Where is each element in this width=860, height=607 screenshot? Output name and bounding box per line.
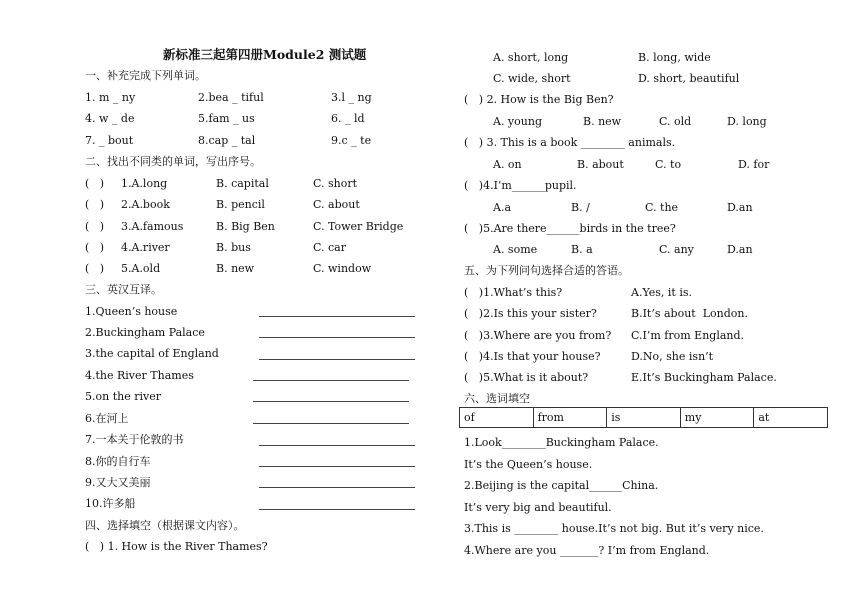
option-a: 5.A.old xyxy=(121,262,161,275)
answer-line[interactable] xyxy=(259,359,415,360)
translate-item: 7.一本关于伦敦的书 xyxy=(85,433,184,446)
section-heading: 五、为下列问句选择合适的答语。 xyxy=(464,264,629,277)
option-d: D. long xyxy=(727,115,767,128)
translate-item: 2.Buckingham Palace xyxy=(85,326,205,339)
fill-sentence: 3.This is ________ house.It’s not big. But it’s very nice. xyxy=(464,522,764,535)
option-c: C. about xyxy=(313,198,360,211)
word-item: 4. w _ de xyxy=(85,112,135,125)
answer-line[interactable] xyxy=(259,466,415,467)
question: ( )5.Are there______birds in the tree? xyxy=(464,222,676,235)
fill-sentence: It’s very big and beautiful. xyxy=(464,501,612,514)
option-b: B. pencil xyxy=(216,198,265,211)
option-c: C. to xyxy=(655,158,682,171)
section-heading: 三、英汉互译。 xyxy=(85,283,162,296)
question: ( )4.I’m______pupil. xyxy=(464,179,577,192)
answer-option: C.I’m from England. xyxy=(631,329,745,342)
answer-line[interactable] xyxy=(253,401,409,402)
word-item: 7. _ bout xyxy=(85,134,134,147)
translate-item: 8.你的自行车 xyxy=(85,455,151,468)
answer-line[interactable] xyxy=(259,509,415,510)
word-bank-cell: of xyxy=(460,408,534,428)
option-a: A. some xyxy=(493,243,538,256)
option-c: C. any xyxy=(659,243,694,256)
option-b: B. new xyxy=(583,115,622,128)
option-b: B. about xyxy=(577,158,624,171)
answer-option: B.It’s about London. xyxy=(631,307,748,320)
translate-item: 3.the capital of England xyxy=(85,347,219,360)
answer-line[interactable] xyxy=(259,337,415,338)
option-b: B. a xyxy=(571,243,593,256)
word-bank-cell: at xyxy=(754,408,828,428)
option-b: B. long, wide xyxy=(638,51,711,64)
answer-option: A.Yes, it is. xyxy=(631,286,692,299)
option-c: C. Tower Bridge xyxy=(313,220,404,233)
section-heading: 六、选词填空 xyxy=(464,392,530,405)
answer-bracket: ( ) xyxy=(85,220,105,233)
section-heading: 四、选择填空（根据课文内容）。 xyxy=(85,519,245,532)
option-c: C. window xyxy=(313,262,372,275)
translate-item: 5.on the river xyxy=(85,390,161,403)
option-d: D.an xyxy=(727,243,753,256)
option-d: D. for xyxy=(738,158,770,171)
option-c: C. short xyxy=(313,177,358,190)
answer-line[interactable] xyxy=(253,380,409,381)
answer-bracket: ( ) xyxy=(85,198,105,211)
word-item: 6. _ ld xyxy=(331,112,365,125)
question: ( )2.Is this your sister? xyxy=(464,307,597,320)
page-title: 新标准三起第四册Module2 测试题 xyxy=(163,47,367,62)
question: ( ) 2. How is the Big Ben? xyxy=(464,93,614,106)
answer-option: E.It’s Buckingham Palace. xyxy=(631,371,777,384)
option-a: A. short, long xyxy=(493,51,569,64)
answer-line[interactable] xyxy=(259,487,415,488)
option-a: 2.A.book xyxy=(121,198,170,211)
answer-line[interactable] xyxy=(259,316,415,317)
option-a: 4.A.river xyxy=(121,241,170,254)
option-c: C. wide, short xyxy=(493,72,571,85)
question: ( )1.What’s this? xyxy=(464,286,563,299)
option-a: 1.A.long xyxy=(121,177,168,190)
word-item: 3.l _ ng xyxy=(331,91,372,104)
option-b: B. bus xyxy=(216,241,251,254)
option-c: C. the xyxy=(645,201,679,214)
word-bank-cell: my xyxy=(680,408,754,428)
translate-item: 10.许多船 xyxy=(85,497,136,510)
translate-item: 4.the River Thames xyxy=(85,369,194,382)
section-heading: 二、找出不同类的单词，写出序号。 xyxy=(85,155,261,168)
section-heading: 一、补充完成下列单词。 xyxy=(85,69,206,82)
answer-bracket: ( ) xyxy=(85,241,105,254)
option-a: A. on xyxy=(493,158,522,171)
option-d: D.an xyxy=(727,201,753,214)
option-c: C. car xyxy=(313,241,346,254)
word-bank-table xyxy=(459,407,828,428)
answer-line[interactable] xyxy=(253,423,409,424)
question: ( ) 3. This is a book ________ animals. xyxy=(464,136,676,149)
word-item: 2.bea _ tiful xyxy=(198,91,264,104)
answer-bracket: ( ) xyxy=(85,177,105,190)
word-item: 8.cap _ tal xyxy=(198,134,256,147)
answer-bracket: ( ) xyxy=(85,262,105,275)
translate-item: 1.Queen’s house xyxy=(85,305,178,318)
question: ( ) 1. How is the River Thames? xyxy=(85,540,268,553)
translate-item: 6.在河上 xyxy=(85,412,129,425)
word-item: 9.c _ te xyxy=(331,134,372,147)
answer-option: D.No, she isn’t xyxy=(631,350,714,363)
option-a: 3.A.famous xyxy=(121,220,184,233)
option-b: B. new xyxy=(216,262,255,275)
answer-line[interactable] xyxy=(259,445,415,446)
option-c: C. old xyxy=(659,115,692,128)
option-d: D. short, beautiful xyxy=(638,72,740,85)
question: ( )4.Is that your house? xyxy=(464,350,601,363)
word-item: 1. m _ ny xyxy=(85,91,136,104)
word-item: 5.fam _ us xyxy=(198,112,255,125)
fill-sentence: It’s the Queen’s house. xyxy=(464,458,593,471)
question: ( )3.Where are you from? xyxy=(464,329,612,342)
question: ( )5.What is it about? xyxy=(464,371,589,384)
fill-sentence: 4.Where are you _______? I’m from England. xyxy=(464,544,710,557)
option-b: B. / xyxy=(571,201,590,214)
translate-item: 9.又大又美丽 xyxy=(85,476,151,489)
fill-sentence: 2.Beijing is the capital______China. xyxy=(464,479,659,492)
option-b: B. Big Ben xyxy=(216,220,275,233)
word-bank-cell: is xyxy=(607,408,681,428)
option-a: A. young xyxy=(493,115,542,128)
word-bank-cell: from xyxy=(533,408,607,428)
fill-sentence: 1.Look________Buckingham Palace. xyxy=(464,436,659,449)
option-a: A.a xyxy=(493,201,511,214)
option-b: B. capital xyxy=(216,177,269,190)
